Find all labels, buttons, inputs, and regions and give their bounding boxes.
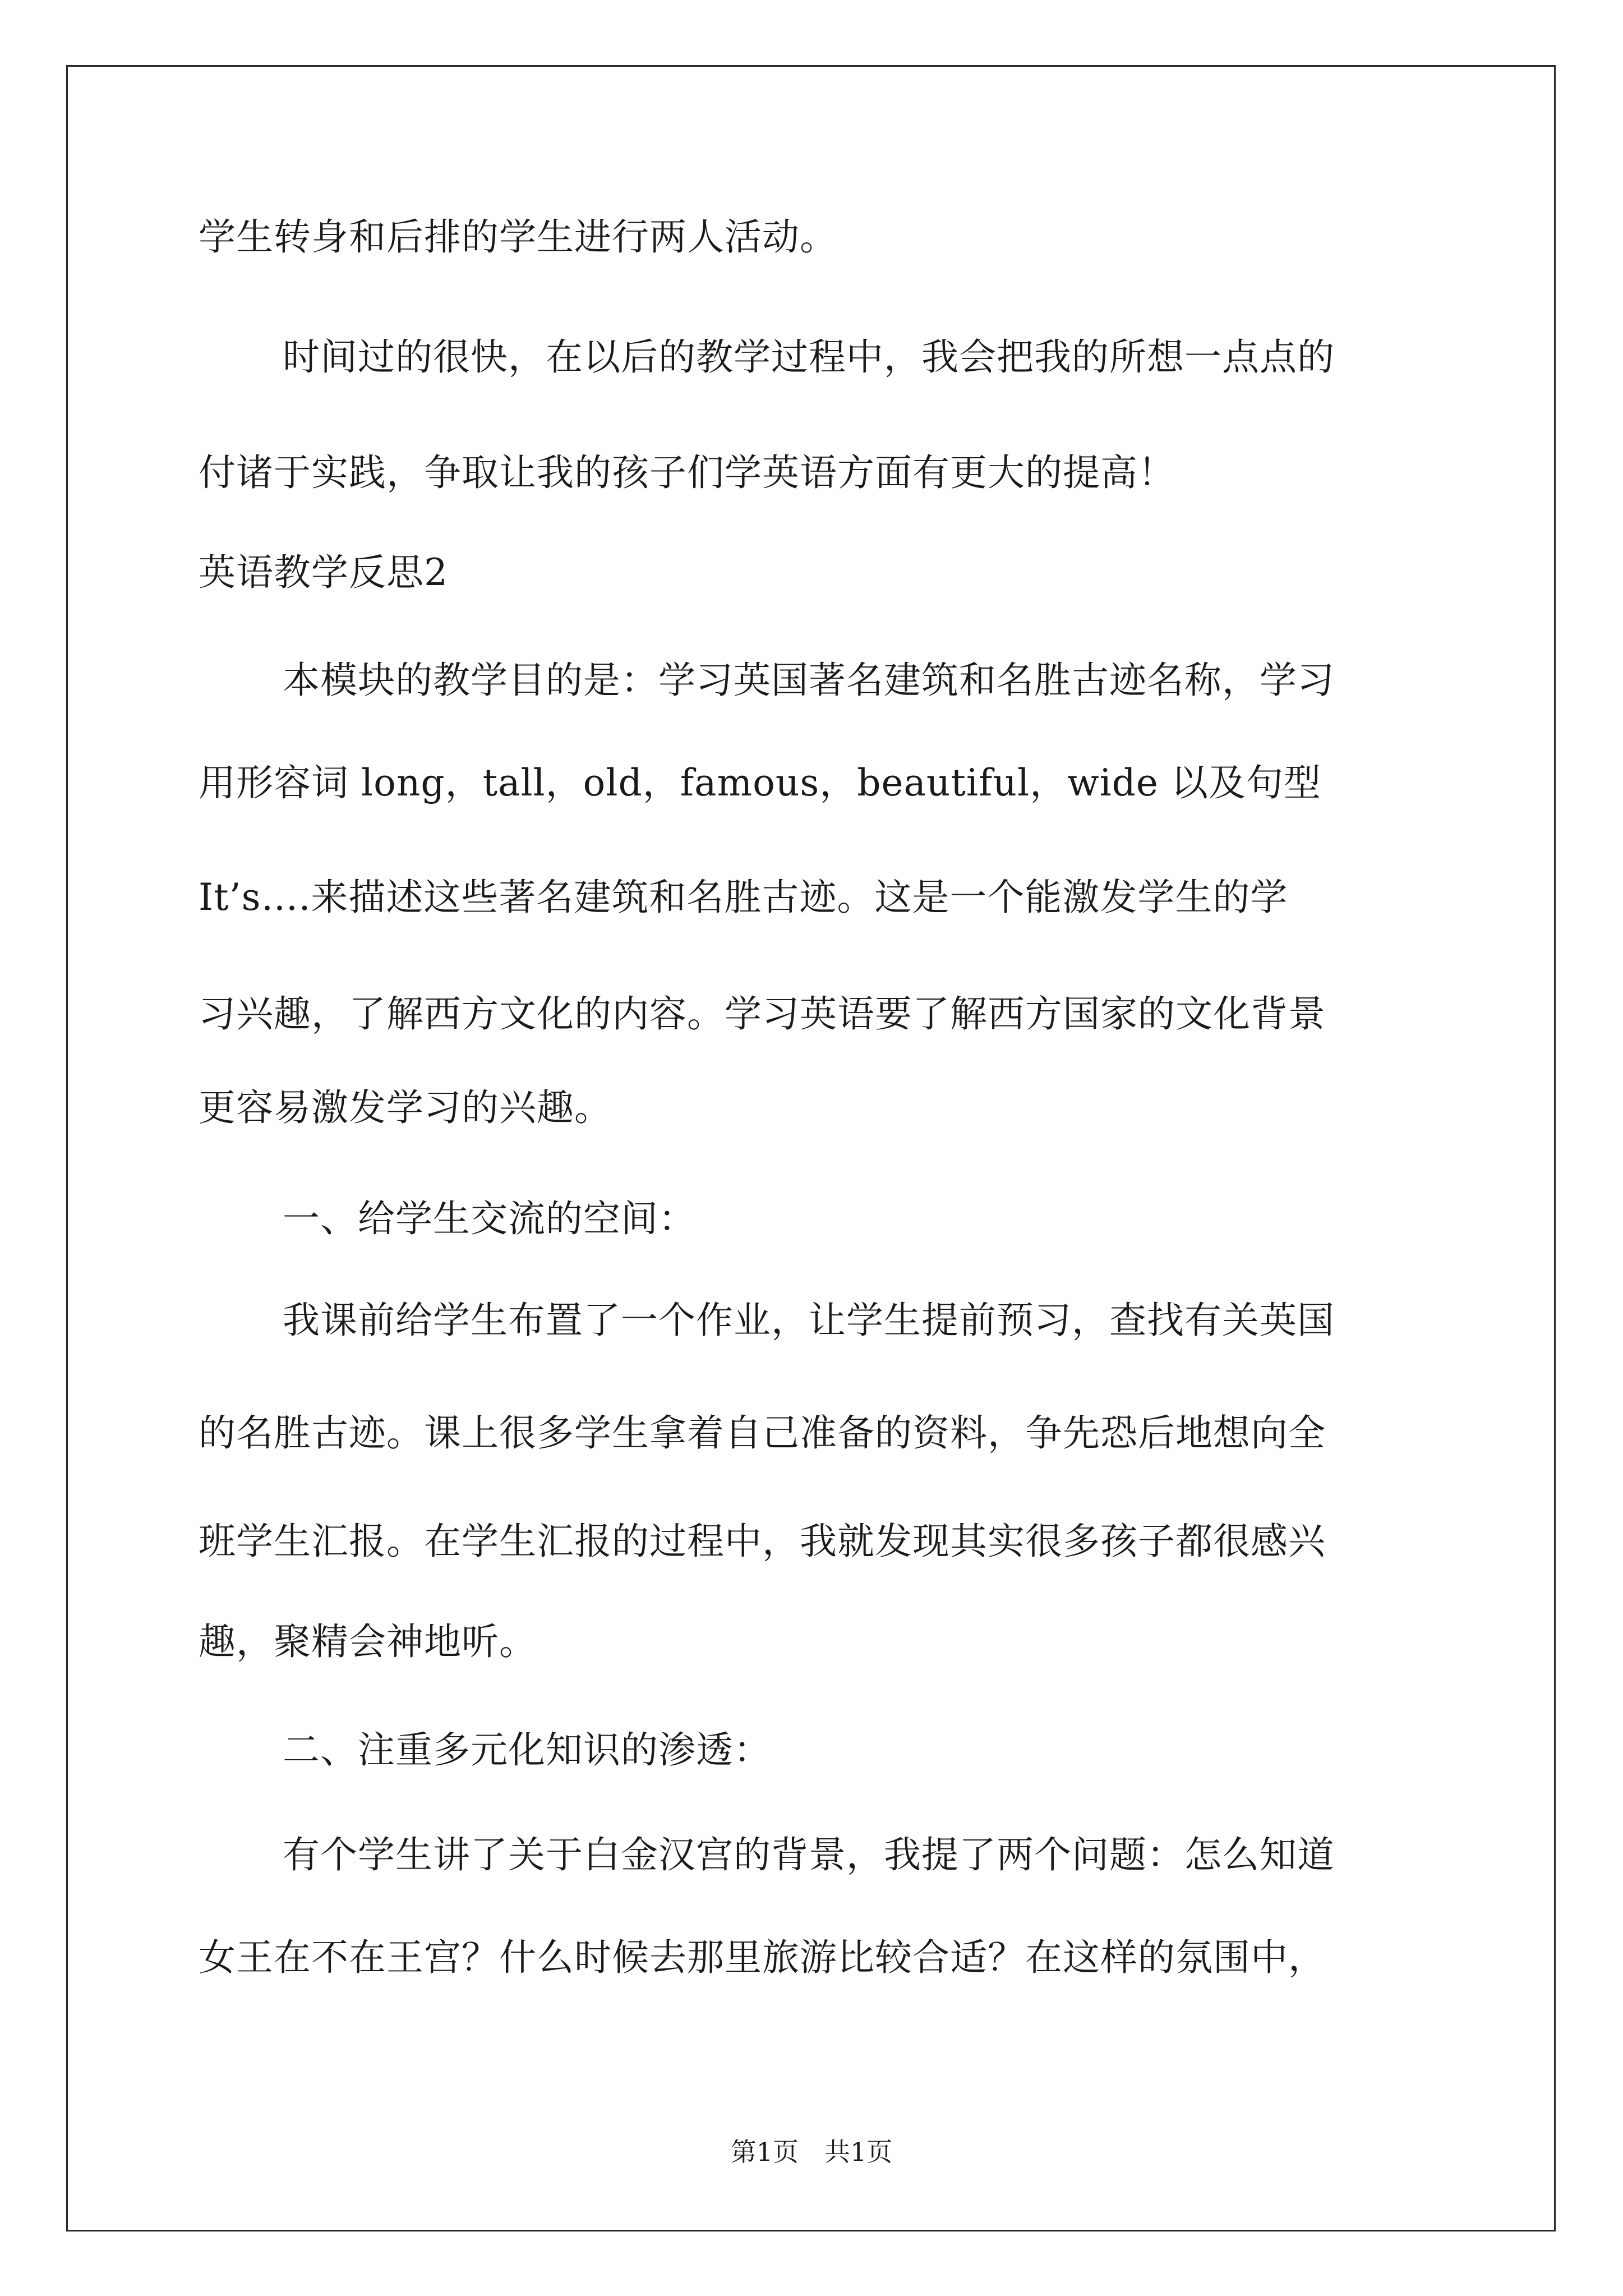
text-line: 我课前给学生布置了一个作业，让学生提前预习，查找有关英国 xyxy=(283,1299,1335,1342)
section-heading: 英语教学反思2 xyxy=(199,551,448,594)
text-line: 习兴趣，了解西方文化的内容。学习英语要了解西方国家的文化背景 xyxy=(199,992,1326,1036)
text-line: 本模块的教学目的是：学习英国著名建筑和名胜古迹名称，学习 xyxy=(283,659,1335,702)
text-line: It’s….来描述这些著名建筑和名胜古迹。这是一个能激发学生的学 xyxy=(199,876,1288,919)
subheading: 二、注重多元化知识的渗透： xyxy=(283,1728,771,1772)
text-line: 更容易激发学习的兴趣。 xyxy=(199,1086,612,1129)
text-line: 学生转身和后排的学生进行两人活动。 xyxy=(199,215,837,259)
text-line: 女王在不在王宫？什么时候去那里旅游比较合适？在这样的氛围中， xyxy=(199,1936,1326,1979)
text-line: 有个学生讲了关于白金汉宫的背景，我提了两个问题：怎么知道 xyxy=(283,1833,1335,1876)
text-line: 的名胜古迹。课上很多学生拿着自己准备的资料，争先恐后地想向全 xyxy=(199,1411,1326,1455)
text-line: 班学生汇报。在学生汇报的过程中，我就发现其实很多孩子都很感兴 xyxy=(199,1520,1326,1563)
text-line: 趣，聚精会神地听。 xyxy=(199,1620,537,1663)
text-line: 用形容词 long，tall，old，famous，beautiful，wide 以及句型 xyxy=(199,761,1321,804)
subheading: 一、给学生交流的空间： xyxy=(283,1197,696,1240)
text-line: 付诸于实践，争取让我的孩子们学英语方面有更大的提高！ xyxy=(199,451,1175,494)
page-number: 第1页 共1页 xyxy=(730,2137,893,2167)
text-line: 时间过的很快，在以后的教学过程中，我会把我的所想一点点的 xyxy=(283,335,1335,379)
